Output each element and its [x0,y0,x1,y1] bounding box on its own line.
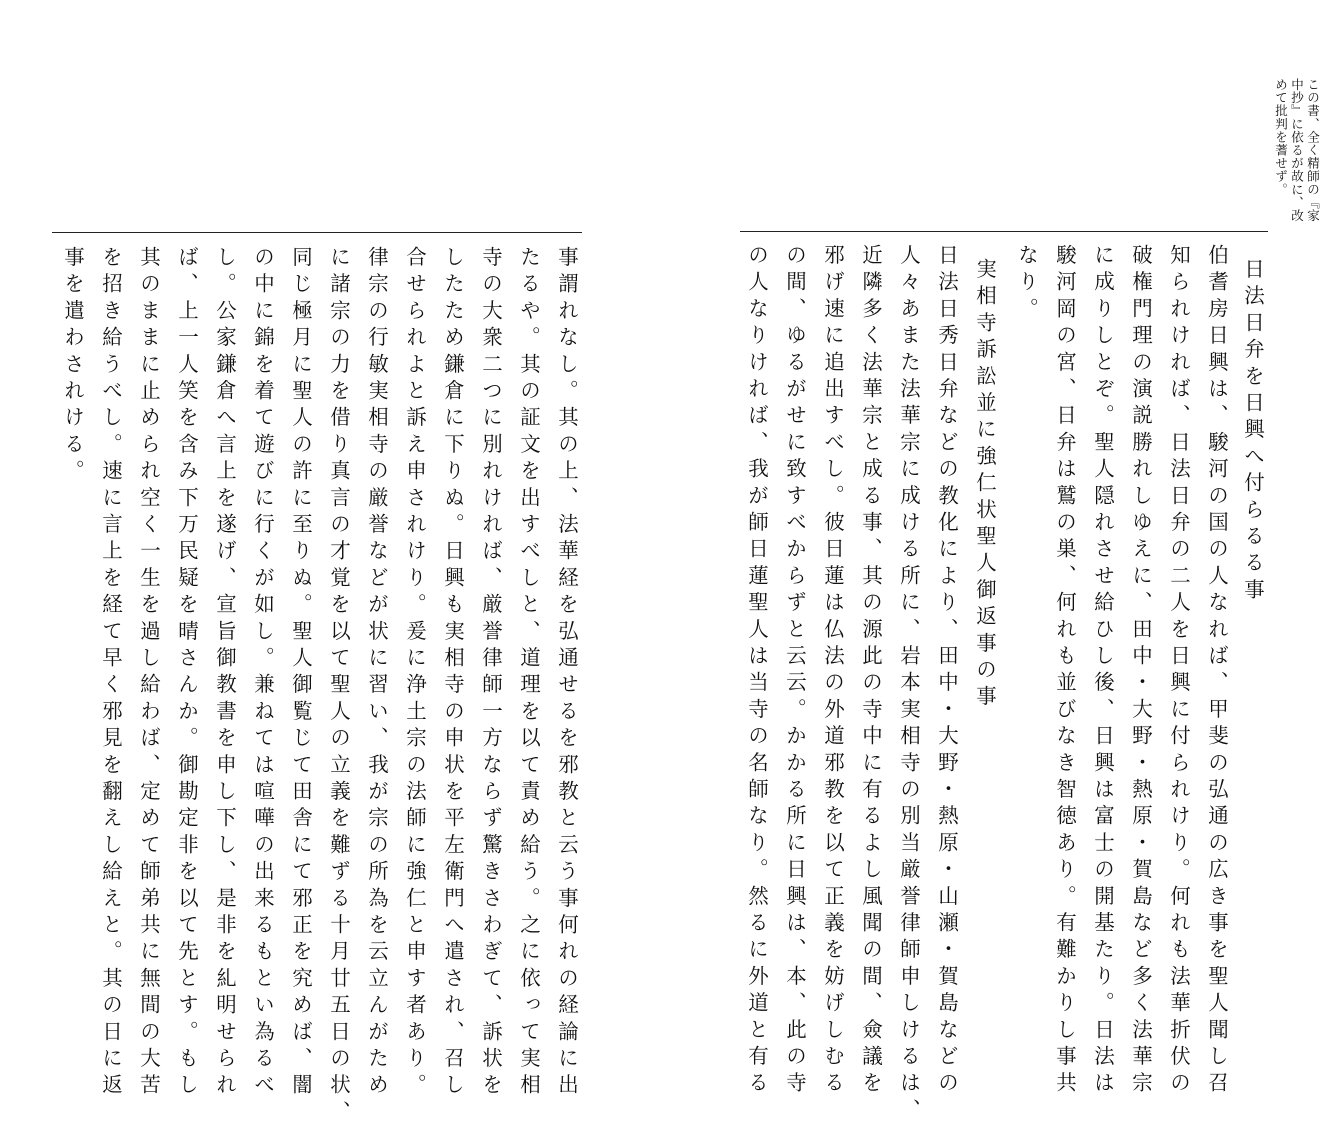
text-line: 伯耆房日興は、駿河の国の人なれば、甲斐の弘通の広き事を聖人聞し召 [1204,244,1229,1099]
text-line: 事を遣わされける。 [60,246,85,487]
section-heading: 実相寺訴訟並に強仁状聖人御返事の事 [972,258,997,712]
editor-note-line-1: この書、全く精師の『家 [1305,78,1321,223]
editor-note-line-2: 中抄』に依るが故に、改 [1289,78,1305,223]
text-line: を招き給うべし。速に言上を経て早く邪見を翻えし給えと。其の日に返 [98,246,123,1101]
text-line: 同じ極月に聖人の許に至りぬ。聖人御覧じて田舎にて邪正を究めば、闇 [288,246,313,1101]
text-line: の中に錦を着て遊びに行くが如し。兼ねては喧嘩の出来るもとい為るべ [250,246,275,1101]
text-line: 律宗の行敏実相寺の厳誉などが状に習い、我が宗の所為を云立んがため [364,246,389,1101]
text-line: に諸宗の力を借り真言の才覚を以て聖人の立義を難ずる十月廿五日の状、 [326,246,351,1127]
text-line: 日法日秀日弁などの教化により、田中・大野・熱原・山瀬・賀島などの [934,244,959,1099]
section-heading: 日法日弁を日興へ付らるる事 [1240,258,1265,606]
text-line: 人々あまた法華宗に成ける所に、岩本実相寺の別当厳誉律師申しけるは、 [896,244,921,1126]
text-line: 寺の大衆二つに別れければ、厳誉律師一方ならず驚きさわぎて、訴状を [478,246,503,1101]
text-line: し。公家鎌倉へ言上を遂げ、宣旨御教書を申し下し、是非を糺明せられ [212,246,237,1101]
text-line: 知られければ、日法日弁の二人を日興に付られけり。何れも法華折伏の [1166,244,1191,1099]
text-line: たるや。其の証文を出すべしと、道理を以て責め給う。之に依って実相 [516,246,541,1101]
text-line: に成りしとぞ。聖人隠れさせ給ひし後、日興は富士の開基たり。日法は [1090,244,1115,1099]
text-line: 邪げ速に追出すべし。彼日蓮は仏法の外道邪教を以て正義を妨げしむる [820,244,845,1099]
text-line: 合せられよと訴え申されけり。爰に浄土宗の法師に強仁と申す者あり。 [402,246,427,1101]
text-line: の人なりければ、我が師日蓮聖人は当寺の名師なり。然るに外道と有る [744,244,769,1099]
text-line: 駿河岡の宮、日弁は鷲の巣、何れも並びなき智徳あり。有難かりし事共 [1052,244,1077,1099]
text-line: 事謂れなし。其の上、法華経を弘通せるを邪教と云う事何れの経論に出 [554,246,579,1101]
right-page-rule [740,231,1268,232]
left-page-rule [52,232,582,233]
text-line: 破権門理の演説勝れしゆえに、田中・大野・熱原・賀島など多く法華宗 [1128,244,1153,1099]
text-line: 近隣多く法華宗と成る事、其の源此の寺中に有るよし風聞の間、僉議を [858,244,883,1099]
text-line: 其のままに止められ空く一生を過し給わば、定めて師弟共に無間の大苦 [136,246,161,1101]
text-line: したため鎌倉に下りぬ。日興も実相寺の申状を平左衛門へ遣され、召し [440,246,465,1101]
text-line: なり。 [1014,244,1039,325]
text-line: ば、上一人笑を含み下万民疑を晴さんか。御勘定非を以て先とす。もし [174,246,199,1101]
text-line: の間、ゆるがせに致すべからずと云云。かかる所に日興は、本、此の寺 [782,244,807,1099]
editor-note-line-3: めて批判を蓍せず。 [1273,78,1289,196]
